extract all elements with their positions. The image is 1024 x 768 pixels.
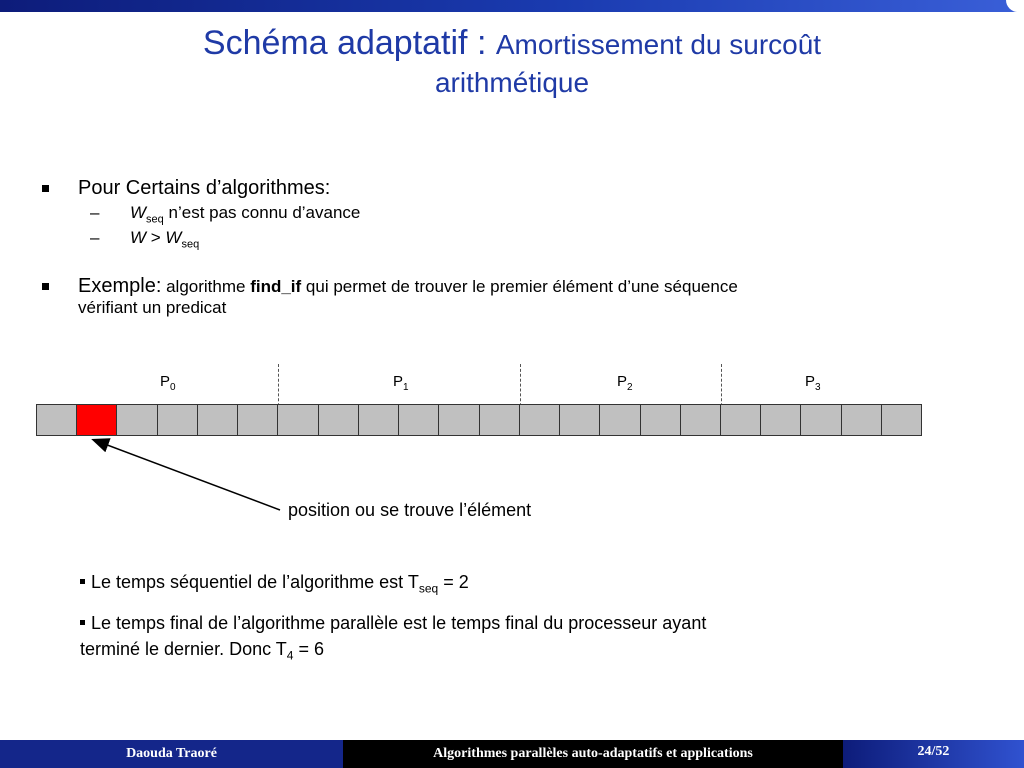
example-text-before: algorithme	[161, 276, 251, 296]
footer-course: Algorithmes parallèles auto-adaptatifs et applications	[343, 740, 843, 768]
note-par-sub: 4	[286, 648, 294, 663]
seq-subscript: seq	[146, 213, 164, 226]
processor-base: P	[617, 373, 628, 390]
example-line2: vérifiant un predicat	[78, 297, 227, 317]
square-bullet-icon	[80, 620, 85, 625]
title-sub-line2: arithmétique	[434, 66, 590, 98]
example-lead: Exemple:	[78, 274, 162, 297]
w-variable: W	[130, 203, 147, 222]
processor-base: P	[393, 373, 404, 390]
greater-than-operator: >	[146, 228, 166, 248]
title-sub-line1: Amortissement du surcoût	[495, 29, 822, 60]
note-seq-sub: seq	[418, 581, 439, 596]
example-text-after: qui permet de trouver le premier élément d’une séquence	[301, 276, 738, 296]
dash-bullet-icon: –	[90, 228, 100, 248]
seq-subscript: seq	[181, 238, 200, 251]
note-par-suffix: = 6	[293, 639, 324, 659]
dash-bullet-icon: –	[90, 203, 100, 222]
note-par-line1: Le temps final de l’algorithme parallèle est le temps final du processeur ayant	[91, 613, 707, 633]
processor-base: P	[160, 373, 171, 390]
footer-bar	[0, 740, 1024, 768]
arrow-label: position ou se trouve l’élément	[288, 500, 532, 520]
square-bullet-icon	[80, 579, 85, 584]
note-seq-prefix: Le temps séquentiel de l’algorithme est T	[91, 572, 419, 592]
processor-index: 3	[815, 382, 821, 393]
note-seq-suffix: = 2	[438, 572, 469, 592]
note-par-line2: terminé le dernier. Donc T	[80, 639, 287, 659]
title-main: Schéma adaptatif :	[202, 24, 496, 62]
processor-base: P	[805, 373, 816, 390]
processor-index: 2	[627, 382, 633, 393]
footer-page-number: 24/52	[843, 740, 1024, 768]
processor-index: 0	[170, 382, 176, 393]
note-parallel-time	[80, 610, 706, 669]
note-sequential-time	[80, 569, 469, 602]
processor-index: 1	[403, 382, 409, 393]
pointer-arrow	[94, 440, 280, 510]
find-if-keyword: find_if	[250, 276, 302, 296]
w-variable: W	[165, 228, 182, 248]
footer-author: Daouda Traoré	[0, 740, 343, 768]
bullet-algorithms-text: Pour Certains d’algorithmes:	[78, 177, 331, 199]
w-variable: W	[130, 228, 147, 248]
sub-bullet-text: n’est pas connu d’avance	[163, 203, 361, 222]
